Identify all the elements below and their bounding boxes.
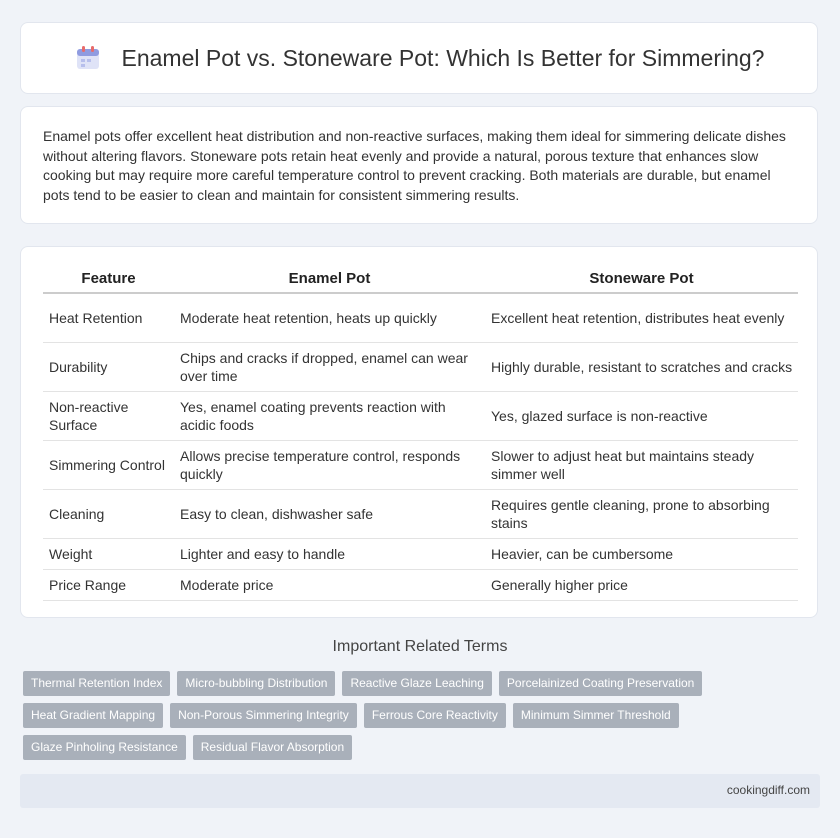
table-cell: Cleaning [43, 490, 174, 539]
term-tag[interactable]: Residual Flavor Absorption [193, 735, 352, 760]
table-cell: Chips and cracks if dropped, enamel can wear over time [174, 343, 485, 392]
table-cell: Slower to adjust heat but maintains steady simmer well [485, 441, 798, 490]
table-cell: Requires gentle cleaning, prone to absorbing stains [485, 490, 798, 539]
table-cell: Allows precise temperature control, responds quickly [174, 441, 485, 490]
table-row [43, 392, 798, 441]
term-tag[interactable]: Micro-bubbling Distribution [177, 671, 335, 696]
term-tag[interactable]: Ferrous Core Reactivity [364, 703, 506, 728]
table-cell: Heavier, can be cumbersome [485, 539, 798, 570]
table-cell: Simmering Control [43, 441, 174, 490]
header-card [20, 22, 818, 94]
table-header-row [43, 265, 798, 294]
table-row [43, 490, 798, 539]
table-row [43, 570, 798, 601]
table-cell: Durability [43, 343, 174, 392]
table-cell: Excellent heat retention, distributes heat evenly [485, 294, 798, 343]
term-tag[interactable]: Glaze Pinholing Resistance [23, 735, 186, 760]
intro-card [20, 106, 818, 224]
table-cell: Lighter and easy to handle [174, 539, 485, 570]
table-cell: Generally higher price [485, 570, 798, 601]
intro-text: Enamel pots offer excellent heat distribution and non-reactive surfaces, making them ideal for simmering delicate dishes without altering flavors. Stoneware pots retain heat evenly and provide a natural, porous texture that enhances slow cooking but may require more careful temperature control to prevent cracking. Both materials are durable, but enamel pots tend to be easier to clean and maintain for consistent simmering results. [43, 128, 786, 203]
term-tag[interactable]: Non-Porous Simmering Integrity [170, 703, 357, 728]
table-row [43, 441, 798, 490]
footer [20, 774, 820, 808]
page-title: Enamel Pot vs. Stoneware Pot: Which Is Better for Simmering? [121, 44, 765, 71]
header-feature: Feature [43, 265, 174, 294]
calendar-icon [74, 44, 102, 72]
table-row [43, 539, 798, 570]
term-tag[interactable]: Thermal Retention Index [23, 671, 170, 696]
table-row [43, 343, 798, 392]
table-cell: Moderate price [174, 570, 485, 601]
related-terms-tags [23, 671, 823, 767]
table-cell: Weight [43, 539, 174, 570]
table-cell: Non-reactive Surface [43, 392, 174, 441]
term-tag[interactable]: Reactive Glaze Leaching [342, 671, 491, 696]
table-cell: Easy to clean, dishwasher safe [174, 490, 485, 539]
comparison-card [20, 246, 818, 618]
table-cell: Yes, enamel coating prevents reaction with acidic foods [174, 392, 485, 441]
comparison-table [43, 265, 798, 601]
table-row [43, 294, 798, 343]
header-stoneware: Stoneware Pot [485, 265, 798, 294]
term-tag[interactable]: Porcelainized Coating Preservation [499, 671, 702, 696]
table-cell: Yes, glazed surface is non-reactive [485, 392, 798, 441]
footer-site[interactable]: cookingdiff.com [726, 783, 810, 797]
table-cell: Heat Retention [43, 294, 174, 343]
table-cell: Moderate heat retention, heats up quickly [174, 294, 485, 343]
table-cell: Highly durable, resistant to scratches and cracks [485, 343, 798, 392]
table-cell: Price Range [43, 570, 174, 601]
term-tag[interactable]: Heat Gradient Mapping [23, 703, 163, 728]
related-terms-title: Important Related Terms [332, 638, 508, 655]
header-enamel: Enamel Pot [174, 265, 485, 294]
term-tag[interactable]: Minimum Simmer Threshold [513, 703, 679, 728]
